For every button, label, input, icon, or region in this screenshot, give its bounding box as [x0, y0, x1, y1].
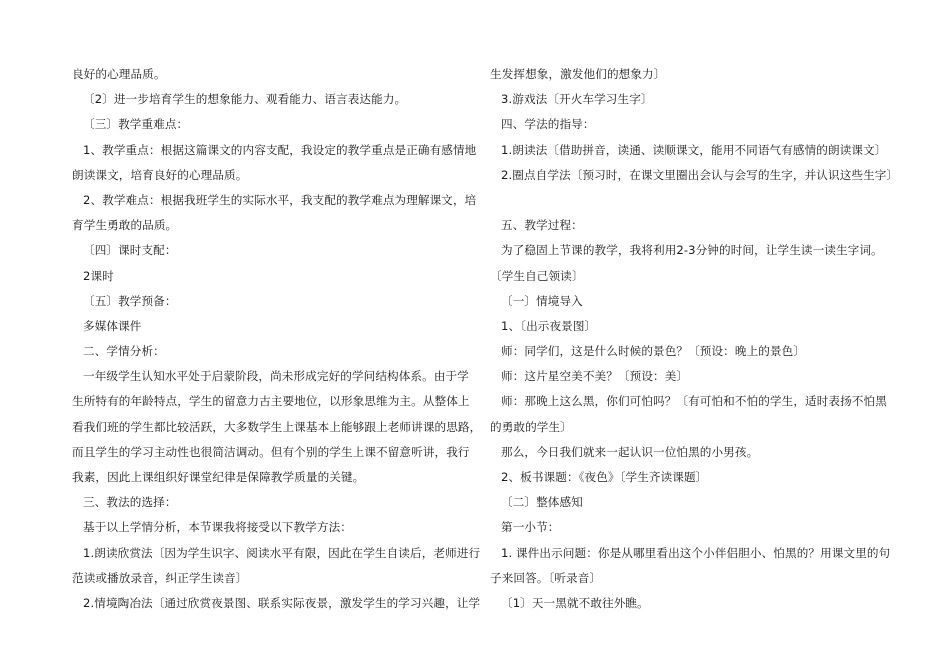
text-line: 师：那晚上这么黑，你们可怕吗？〔有可怕和不怕的学生，适时表扬不怕黑	[501, 394, 887, 409]
text-line: 朗读课文，培育良好的心理品质。	[72, 167, 248, 182]
text-line: 生发挥想象，激发他们的想象力〕	[490, 67, 666, 81]
text-line: 1、教学重点：根据这篇课文的内容支配，我设定的教学重点是正确有感情地	[83, 142, 477, 157]
text-line: 〔五〕教学预备：	[83, 293, 177, 308]
text-line: 一年级学生认知水平处于启蒙阶段，尚未形成完好的学问结构体系。由于学	[83, 369, 469, 384]
text-line: 2、板书课题：《夜色》〔学生齐读课题〕	[501, 470, 708, 484]
text-line	[490, 188, 878, 213]
text-line: 五、教学过程：	[501, 218, 583, 233]
text-line: 2.情境陶冶法〔通过欣赏夜景图、联系实际夜景，激发学生的学习兴趣，让学	[83, 595, 481, 610]
text-line: 〔学生自己领读〕	[490, 268, 584, 283]
text-line: 子来回答。〔听录音〕	[490, 570, 602, 585]
text-line: 第一小节：	[501, 520, 560, 535]
text-line: 〔二〕整体感知	[501, 495, 583, 510]
text-line: 而且学生的学习主动性也很简洁调动。但有个别的学生上课不留意听讲，我行	[72, 444, 470, 459]
text-line: 〔三〕教学重难点：	[83, 117, 189, 132]
text-line: 育学生勇敢的品质。	[72, 218, 178, 233]
text-line: 三、教法的选择：	[83, 495, 177, 510]
text-line: 那么，今日我们就来一起认识一位怕黑的小男孩。	[501, 444, 759, 459]
text-line: 我素，因此上课组织好课堂纪律是保障教学质量的关键。	[72, 470, 365, 484]
text-line: 3.游戏法〔开火车学习生字〕	[501, 92, 653, 107]
text-line: 的勇敢的学生〕	[490, 419, 572, 434]
right-column	[490, 62, 899, 616]
text-line: 〔1〕天一黑就不敢往外瞧。	[501, 595, 649, 610]
text-line: 师：同学们，这是什么时候的景色？〔预设：晚上的景色〕	[501, 344, 806, 359]
text-line: 2.圈点自学法〔预习时，在课文里圈出会认与会写的生字，并认识这些生字〕	[501, 167, 899, 182]
text-line: 生所特有的年龄特点，学生的留意力古主要地位，以形象思维为主。从整体上	[72, 394, 470, 409]
text-line: 1、〔出示夜景图〕	[501, 318, 597, 333]
text-line: 基于以上学情分析，本节课我将接受以下教学方法：	[83, 520, 352, 535]
text-line: 为了稳固上节课的教学，我将利用2-3分钟的时间，让学生读一读生字词。	[501, 243, 883, 258]
text-line: 〔四〕课时支配：	[83, 243, 177, 258]
text-line: 多媒体课件	[83, 318, 142, 333]
text-line: 良好的心理品质。	[72, 67, 166, 81]
text-line: 1. 课件出示问题：你是从哪里看出这个小伴侣胆小、怕黑的？用课文里的句	[501, 545, 891, 560]
text-line: 范读或播放录音，纠正学生读音〕	[72, 570, 248, 585]
text-line: 看我们班的学生都比较活跃，大多数学生上课基本上能够跟上老师讲课的思路，	[72, 419, 482, 434]
text-line: 四、学法的指导：	[501, 117, 595, 132]
text-line: 1.朗读欣赏法〔因为学生识字、阅读水平有限，因此在学生自读后，老师进行	[83, 545, 481, 560]
text-line: 〔一〕情境导入	[501, 293, 583, 308]
text-line: 2课时	[83, 268, 114, 283]
text-line: 2、教学难点：根据我班学生的实际水平，我支配的教学难点为理解课文，培	[83, 192, 477, 207]
text-line: 1.朗读法〔借助拼音，读通、读顺课文，能用不同语气有感情的朗读课文〕	[501, 142, 887, 157]
text-line: 师：这片星空美不美？〔预设：美〕	[501, 369, 689, 384]
text-line: 二、学情分析：	[83, 344, 165, 359]
left-column	[72, 62, 482, 616]
text-line: 〔2〕进一步培育学生的想象能力、观看能力、语言表达能力。	[83, 92, 407, 107]
